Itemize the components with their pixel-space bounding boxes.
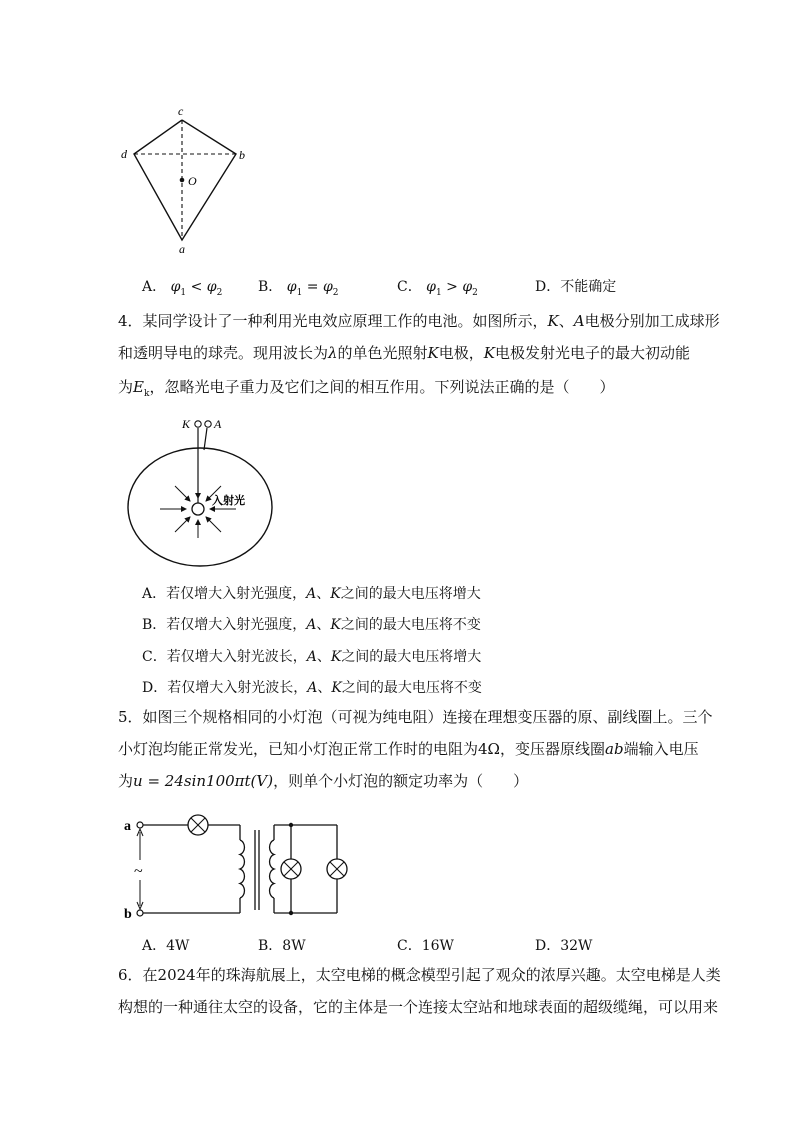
q5-option-d[interactable]: D．32W bbox=[535, 938, 593, 954]
q4-option-a[interactable]: A．若仅增大入射光强度，A、K之间的最大电压将增大 bbox=[142, 586, 481, 602]
lead-a bbox=[204, 428, 207, 450]
q3-option-b[interactable]: B． $\varphi_1 = \varphi_2$ bbox=[258, 279, 339, 298]
kite-outline bbox=[134, 120, 236, 240]
q4-option-c[interactable]: C．若仅增大入射光波长，A、K之间的最大电压将增大 bbox=[142, 649, 482, 665]
primary-coil bbox=[240, 840, 244, 898]
label-incident-light: 入射光 bbox=[212, 494, 245, 507]
q3-kite-figure bbox=[110, 100, 260, 260]
light-arrow bbox=[206, 517, 221, 532]
q5-option-b[interactable]: B．8W bbox=[258, 938, 306, 954]
q5-transformer-circuit bbox=[118, 810, 358, 922]
label-b: b bbox=[124, 907, 132, 922]
label-b: b bbox=[239, 148, 245, 162]
bulb-secondary-2 bbox=[327, 859, 347, 879]
ac-source-symbol: ~ bbox=[134, 863, 143, 880]
label-d: d bbox=[121, 147, 127, 161]
label-o: O bbox=[188, 174, 197, 188]
label-a: a bbox=[179, 242, 185, 256]
light-arrow bbox=[175, 486, 190, 501]
q6-stem-line-1: 6．在2024年的珠海航展上，太空电梯的概念模型引起了观众的浓厚兴趣。太空电梯是人类 bbox=[118, 966, 721, 984]
q5-option-a[interactable]: A．4W bbox=[142, 938, 190, 954]
q5-stem-line-1: 5．如图三个规格相同的小灯泡（可视为纯电阻）连接在理想变压器的原、副线圈上。三个 bbox=[118, 708, 713, 726]
q4-photoelectric-figure bbox=[120, 410, 280, 570]
point-o bbox=[180, 178, 185, 183]
light-arrow bbox=[175, 517, 190, 532]
terminal-a bbox=[137, 822, 143, 828]
q5-stem-line-3: 为u = 24sin100πt(V)，则单个小灯泡的额定功率为（ ） bbox=[118, 772, 529, 790]
secondary-coil bbox=[270, 840, 274, 898]
inner-sphere-k bbox=[192, 503, 204, 515]
q5-option-c[interactable]: C．16W bbox=[397, 938, 454, 954]
q3-option-d[interactable]: D．不能确定 bbox=[535, 279, 617, 295]
q4-stem-line-3: 为$E_k$，忽略光电子重力及它们之间的相互作用。下列说法正确的是（ ） bbox=[118, 378, 615, 399]
label-a: a bbox=[124, 819, 131, 834]
q4-stem-line-1: 4．某同学设计了一种利用光电效应原理工作的电池。如图所示，K、A电极分别加工成球形 bbox=[118, 312, 720, 330]
q5-stem-line-2: 小灯泡均能正常发光，已知小灯泡正常工作时的电阻为4Ω，变压器原线圈ab端输入电压 bbox=[118, 740, 699, 758]
q3-option-a[interactable]: A． $\varphi_1 < \varphi_2$ bbox=[142, 279, 223, 298]
q4-option-b[interactable]: B．若仅增大入射光强度，A、K之间的最大电压将不变 bbox=[142, 617, 481, 633]
q4-stem-line-2: 和透明导电的球壳。现用波长为λ的单色光照射K电极，K电极发射光电子的最大初动能 bbox=[118, 344, 691, 362]
terminal-b bbox=[137, 910, 143, 916]
label-k: K bbox=[182, 417, 191, 431]
terminal-k bbox=[195, 421, 201, 427]
terminal-a bbox=[205, 421, 211, 427]
label-a: A bbox=[214, 417, 222, 431]
q3-option-c[interactable]: C． $\varphi_1 > \varphi_2$ bbox=[397, 279, 478, 298]
q4-option-d[interactable]: D．若仅增大入射光波长，A、K之间的最大电压将不变 bbox=[142, 680, 482, 696]
bulb-primary bbox=[188, 815, 208, 835]
label-c: c bbox=[178, 104, 184, 118]
bulb-secondary-1 bbox=[281, 859, 301, 879]
q6-stem-line-2: 构想的一种通往太空的设备，它的主体是一个连接太空站和地球表面的超级缆绳，可以用来 bbox=[118, 998, 719, 1016]
